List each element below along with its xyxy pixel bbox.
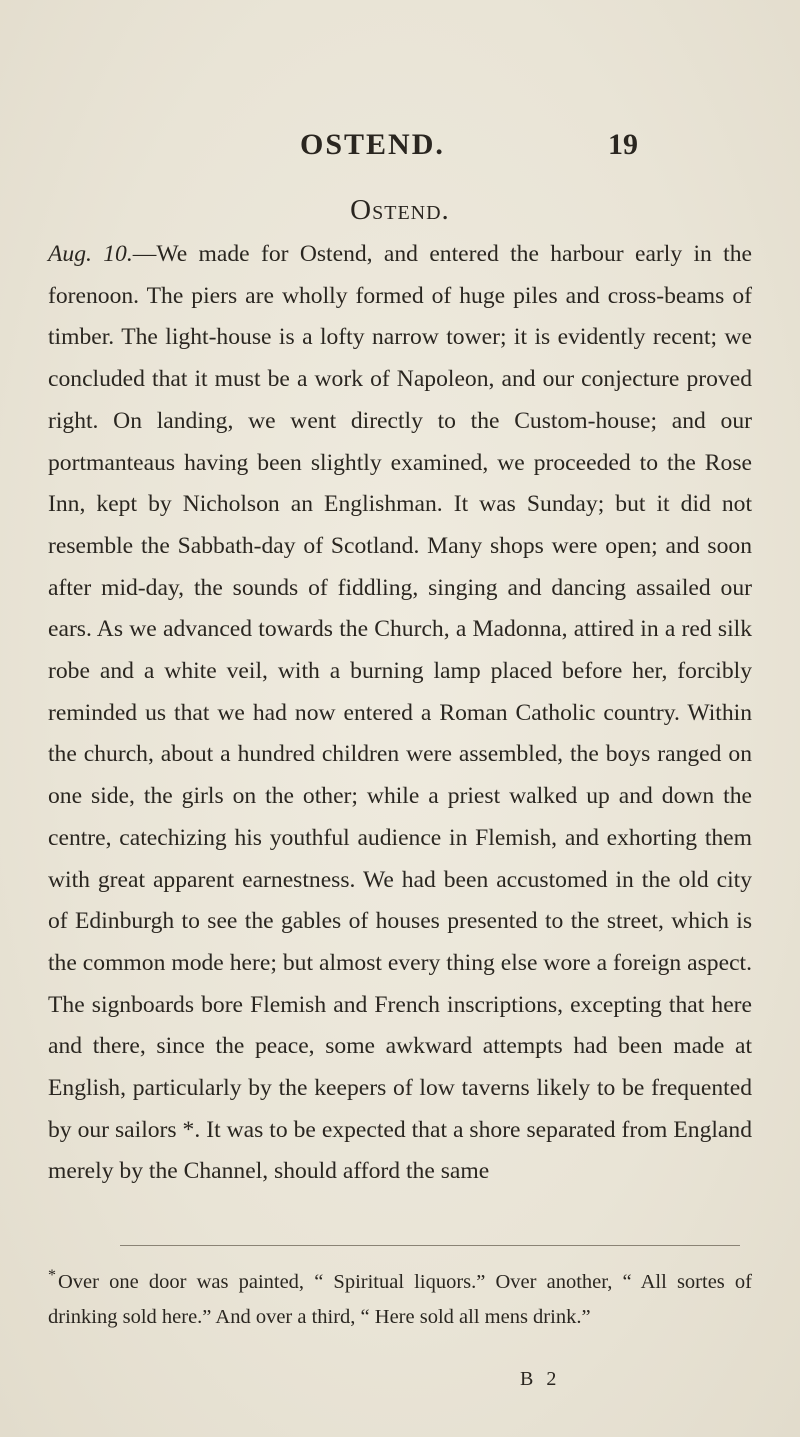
running-title: OSTEND.	[300, 128, 445, 161]
body-paragraph	[48, 234, 752, 1193]
body-text: —We made for Ostend, and entered the harbour early in the forenoon. The piers are wholly formed of huge piles and cross-beams of timber. The light-house is a lofty narrow tower; it is evidently recent; we concluded that it must be a work of Napoleon, and our conjecture proved right. On landing, we went directly to the Custom-house; and our portmanteaus having been slightly examined, we proceeded to the Rose Inn, kept by Nicholson an Englishman. It was Sunday; but it did not resemble the Sabbath-day of Scotland. Many shops were open; and soon after mid-day, the sounds of fiddling, singing and dancing assailed our ears. As we advanced towards the Church, a Madonna, attired in a red silk robe and a white veil, with a burning lamp placed before her, forcibly reminded us that we had now entered a Roman Catholic country. Within the church, about a hundred children were assembled, the boys ranged on one side, the girls on the other; while a priest walked up and down the centre, catechizing his youthful audience in Flemish, and exhorting them with great apparent earnestness. We had been accustomed in the old city of Edinburgh to see the gables of houses presented to the street, which is the common mode here; but almost every thing else wore a foreign aspect. The signboards bore Flemish and French inscriptions, excepting that here and there, since the peace, some awkward attempts had been made at English, particularly by the keepers of low taverns likely to be frequented by our sailors *. It was to be expected that a shore separated from England merely by the Channel, should afford the same	[48, 241, 752, 1185]
signature-mark: B 2	[520, 1368, 561, 1390]
footnote-text: Over one door was painted, “ Spiritual liquors.” Over another, “ All sortes of drinking sold here.” And over a third, “ Here sold all mens drink.”	[48, 1270, 752, 1328]
page-number: 19	[608, 128, 638, 161]
footnote-rule	[120, 1245, 740, 1246]
footnote	[48, 1258, 752, 1335]
section-title: Ostend.	[350, 194, 450, 226]
footnote-mark: *	[48, 1267, 56, 1284]
running-head	[0, 128, 800, 168]
entry-date: Aug. 10.	[48, 241, 133, 267]
